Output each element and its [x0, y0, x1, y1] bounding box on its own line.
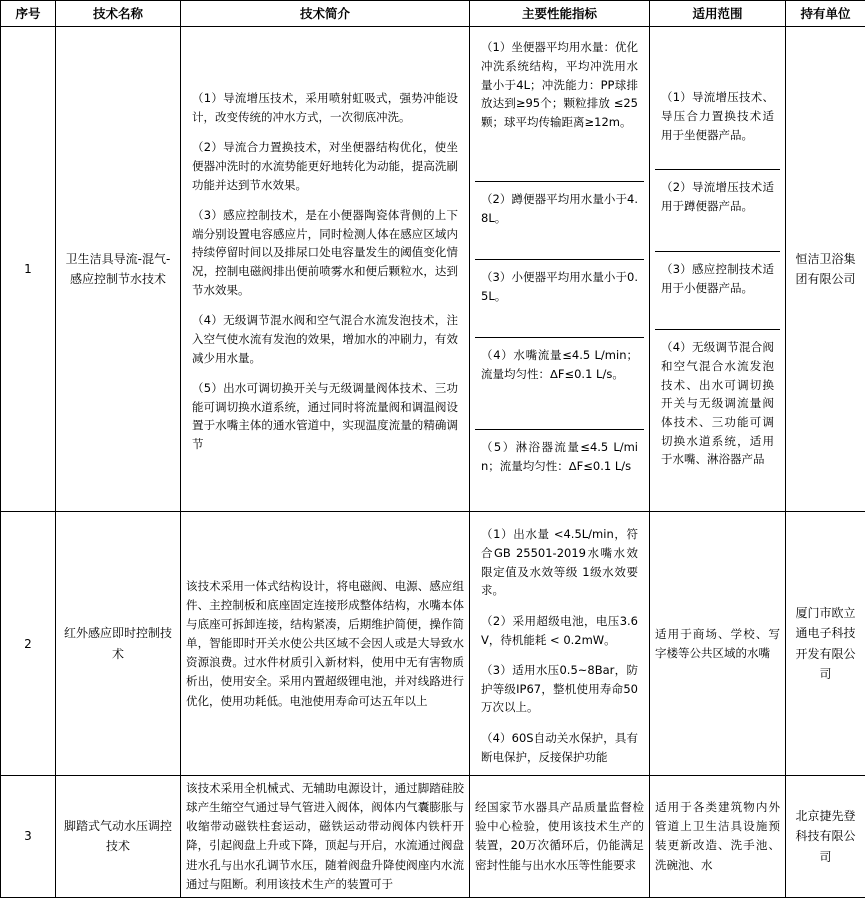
table-header-row — [1, 1, 865, 27]
table-row — [1, 776, 865, 897]
row-seq: 3 — [1, 776, 56, 897]
row-performance: 经国家节水器具产品质量监督检验中心检验，使用该技术生产的装置，20万次循环后，仍能满足密封性能与出水水压等性能要求 — [470, 776, 650, 897]
row-scope: 适用于商场、学校、写字楼等公共区域的水嘴 — [650, 512, 786, 776]
row-seq: 1 — [1, 27, 56, 512]
performance-item: （4）水嘴流量≤4.5 L/min；流量均匀性：ᐃF≤0.1 L/s。 — [475, 338, 644, 430]
row-intro: 该技术采用全机械式、无辅助电源设计，通过脚踏硅胶球产生缩空气通过导气管进入阀体，阀体内气囊膨胀与收缩带动磁铁柱套运动，磁铁运动带动阀体内铁杆开降，引起阀盘上升或下降，顶起与开启，水流通过阀盘进水孔与出水孔调节水压，随着阀盘升降使阀座内水流通过与阻断。利用该技术生产的装置可于 — [181, 776, 470, 897]
table-row — [1, 512, 865, 776]
row-performance — [470, 27, 650, 512]
performance-item: （4）60S自动关水保护，具有断电保护，反接保护功能 — [475, 723, 644, 772]
performance-item: （1）坐便器平均用水量：优化冲洗系统结构，平均冲洗用水量小于4L；冲洗能力：PP球排放达到≥95个；颗粒排放 ≤25颗；球平均传输距离≥12m。 — [475, 30, 644, 182]
col-header-scope: 适用范围 — [650, 1, 786, 27]
row-intro: 该技术采用一体式结构设计，将电磁阀、电源、感应组件、主控制板和底座固定连接形成整体结构，水嘴本体与底座可拆卸连接，结构紧凑，后期维护简便，操作简单，智能即时开关水使公共区域不会因人或是大导致水资源浪费。过水件材质引入新材料，使用中无有害物质析出，使用安全。采用内置超级锂电池，并对线路进行优化，使用功耗低。电池使用寿命可达五年以上 — [181, 512, 470, 776]
performance-item: （3）适用水压0.5~8Bar，防护等级IP67，整机使用寿命50万次以上。 — [475, 655, 644, 723]
col-header-owner: 持有单位 — [786, 1, 865, 27]
intro-paragraph: （2）导流合力置换技术，对坐便器结构优化，使坐便器冲洗时的水流势能更好地转化为动能，提高洗刷功能并达到节水效果。 — [186, 132, 464, 200]
performance-item: （5）淋浴器流量≤4.5 L/min；流量均匀性：ᐃF≤0.1 L/s — [475, 430, 644, 508]
row-scope: 适用于各类建筑物内外管道上卫生洁具设施预装更新改造、洗手池、洗碗池、水 — [650, 776, 786, 897]
scope-item: （4）无级调节混合阀和空气混合水流发泡技术、出水可调切换开关与无级调流量阀体技术、三功能可调切换水道系统，适用于水嘴、淋浴器产品 — [655, 330, 780, 458]
row-owner: 北京捷先登科技有限公司 — [786, 776, 865, 897]
intro-paragraph: （1）导流增压技术，采用喷射虹吸式，强势冲能设计，改变传统的冲水方式，一次彻底冲洗。 — [186, 79, 464, 132]
row-owner: 恒洁卫浴集团有限公司 — [786, 27, 865, 512]
performance-item: （1）出水量 <4.5L/min，符合GB 25501-2019水嘴水效限定值及水效等级 1级水效要求。 — [475, 515, 644, 606]
performance-item: （2）蹲便器平均用水量小于4.8L。 — [475, 182, 644, 260]
row-tech-name: 红外感应即时控制技术 — [56, 512, 181, 776]
col-header-seq: 序号 — [1, 1, 56, 27]
row-intro — [181, 27, 470, 512]
row-seq: 2 — [1, 512, 56, 776]
row-tech-name: 卫生洁具导流-混气-感应控制节水技术 — [56, 27, 181, 512]
performance-item: （3）小便器平均用水量小于0.5L。 — [475, 260, 644, 338]
scope-item: （3）感应控制技术适用于小便器产品。 — [655, 252, 780, 330]
scope-item: （2）导流增压技术适用于蹲便器产品。 — [655, 170, 780, 252]
col-header-performance: 主要性能指标 — [470, 1, 650, 27]
row-performance — [470, 512, 650, 776]
table-row — [1, 27, 865, 512]
row-owner: 厦门市欧立通电子科技开发有限公司 — [786, 512, 865, 776]
row-scope — [650, 27, 786, 512]
col-header-name: 技术名称 — [56, 1, 181, 27]
intro-paragraph: （5）出水可调切换开关与无级调量阀体技术、三功能可调切换水道系统，通过同时将流量阀和调温阀设置于水嘴主体的通水管道中，实现温度流量的精确调节 — [186, 373, 464, 460]
intro-paragraph: （4）无级调节混水阀和空气混合水流发泡技术，注入空气使水流有发泡的效果，增加水的冲刷力，有效减少用水量。 — [186, 305, 464, 373]
col-header-intro: 技术简介 — [181, 1, 470, 27]
performance-item: （2）采用超级电池，电压3.6V，待机能耗 < 0.2mW。 — [475, 606, 644, 655]
scope-item: （1）导流增压技术、导压合力置换技术适用于坐便器产品。 — [655, 80, 780, 170]
row-tech-name: 脚踏式气动水压调控技术 — [56, 776, 181, 897]
intro-paragraph: （3）感应控制技术，是在小便器陶瓷体背侧的上下端分别设置电容感应片，同时检测人体在感应区域内持续停留时间以及排尿口处电容量发生的阈值变化情况，控制电磁阀排出便前喷雾水和便后颗粒水，达到节水效果。 — [186, 200, 464, 305]
